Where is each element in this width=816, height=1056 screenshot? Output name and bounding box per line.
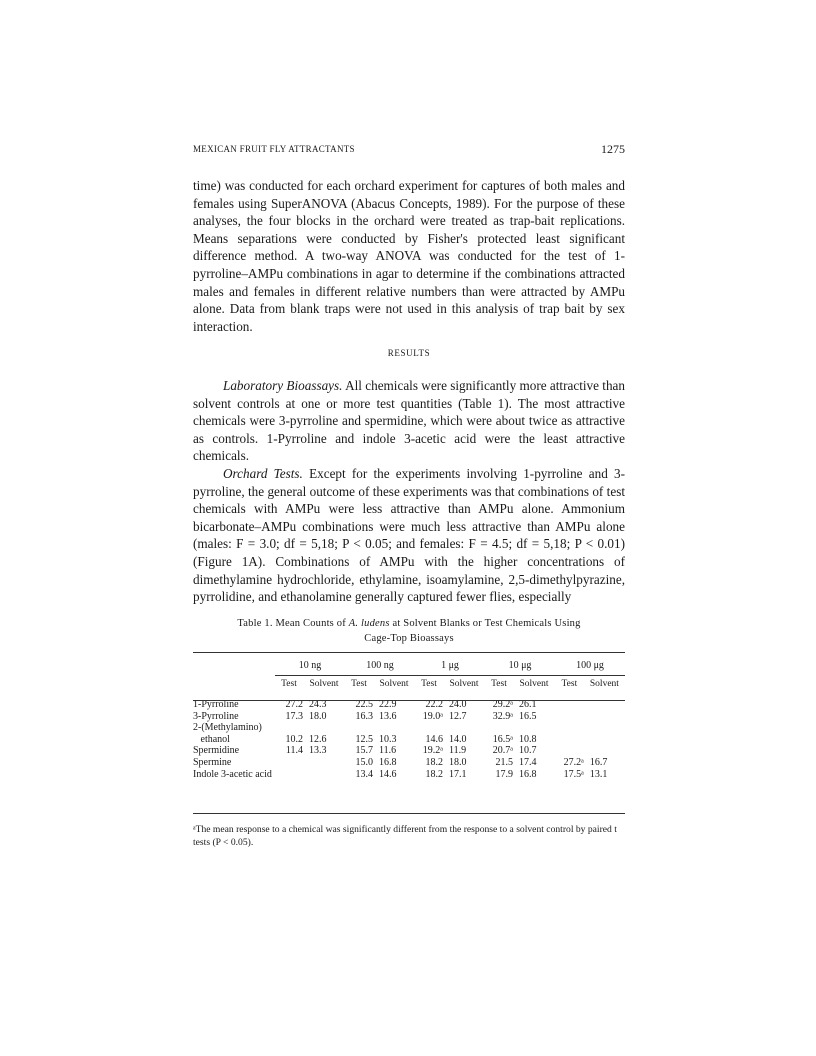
solvent-value: 16.8 <box>519 768 537 780</box>
test-value: 13.4 <box>355 768 373 780</box>
solvent-value: 24.3 <box>309 699 327 710</box>
chemical-name: Indole 3-acetic acid <box>193 768 272 780</box>
table-row <box>193 722 625 734</box>
results-body <box>193 377 625 606</box>
solvent-value: 10.8 <box>519 733 537 745</box>
test-value: 19.2ᵃ <box>422 745 443 757</box>
test-value: 27.2 <box>285 699 303 710</box>
quantity-header <box>275 657 345 676</box>
solvent-column-header: Solvent <box>449 679 479 689</box>
test-column-header: Test <box>351 679 367 689</box>
solvent-value: 13.6 <box>379 710 397 722</box>
chemical-name: Spermidine <box>193 745 240 757</box>
test-value <box>275 769 303 781</box>
quantity-label: 1 μg <box>415 657 485 676</box>
test-value <box>555 734 584 746</box>
test-value <box>555 722 584 734</box>
section-heading: RESULTS <box>387 348 431 358</box>
test-value: 15.0 <box>355 756 373 768</box>
test-value: 32.9ᵃ <box>492 710 513 722</box>
table-footnote <box>193 824 625 849</box>
quantity-header <box>345 657 415 676</box>
data-table <box>193 657 625 780</box>
lab-bioassays-paragraph <box>193 377 625 465</box>
solvent-column-header: Solvent <box>309 679 339 689</box>
test-value: 20.7ᵃ <box>492 745 513 757</box>
test-value <box>555 711 584 723</box>
test-value: 29.2ᵃ <box>492 699 513 710</box>
chemical-name: ethanol <box>193 733 230 745</box>
test-value: 11.4 <box>285 745 303 757</box>
solvent-value <box>513 722 555 734</box>
table-row <box>193 711 625 723</box>
quantity-header <box>555 657 625 676</box>
test-value: 17.5ᵃ <box>563 768 584 780</box>
solvent-value: 14.6 <box>379 768 397 780</box>
solvent-value: 11.9 <box>449 745 467 757</box>
caption-lead: Table 1. Mean Counts of <box>237 618 349 629</box>
blank-header-cell <box>193 657 275 676</box>
blank-subheader-cell <box>193 676 275 693</box>
solvent-value: 18.0 <box>309 710 327 722</box>
solvent-value: 14.0 <box>449 733 467 745</box>
table-caption-line2: Cage-Top Bioassays <box>364 633 454 644</box>
solvent-value <box>584 745 625 757</box>
solvent-value: 24.0 <box>449 699 467 710</box>
solvent-value: 26.1 <box>519 699 537 710</box>
quantity-label: 100 ng <box>345 657 415 676</box>
lab-bioassays-runin: Laboratory Bioassays. <box>223 378 343 393</box>
chemical-name: 1-Pyrroline <box>193 699 239 710</box>
page-number: 1275 <box>601 142 625 156</box>
test-value: 18.2 <box>425 768 443 780</box>
solvent-value <box>584 722 625 734</box>
test-value: 17.9 <box>495 768 513 780</box>
solvent-value: 13.1 <box>589 768 608 780</box>
solvent-column-header: Solvent <box>589 679 619 689</box>
test-value: 19.0ᵃ <box>422 710 443 722</box>
solvent-value <box>303 757 345 769</box>
methods-text: time) was conducted for each orchard experiment for captures of both males and females using SuperANOVA (Abacus Concepts, 1989). For the purpose of these analyses, the four blocks in the orchard were treated as trap-bait replications. Means separations were conducted by Fisher's protected least significant difference method. A two-way ANOVA was conducted for the test of 1-pyrroline–AMPu combinations in agar to determine if the combinations attracted males and females in different relative numbers than were attracted by AMPu alone. Data from blank traps were not used in this analysis of trap bait by sex interaction. <box>193 178 625 334</box>
footnote-text: ᵃThe mean response to a chemical was significantly different from the response to a solvent control by paired t tests (P < 0.05). <box>193 824 617 848</box>
test-value: 10.2 <box>285 733 303 745</box>
caption-rest: at Solvent Blanks or Test Chemicals Using <box>389 618 581 629</box>
solvent-value: 10.3 <box>379 733 397 745</box>
test-value: 18.2 <box>425 756 443 768</box>
solvent-value <box>584 711 625 723</box>
test-value: 21.5 <box>495 756 513 768</box>
solvent-value: 22.9 <box>379 699 397 710</box>
solvent-column-header: Solvent <box>519 679 549 689</box>
solvent-value: 17.4 <box>519 756 537 768</box>
test-value <box>555 745 584 757</box>
chemical-name: 2-(Methylamino) <box>193 722 262 734</box>
solvent-value: 11.6 <box>379 745 397 757</box>
quantity-header-row <box>193 657 625 676</box>
solvent-value: 12.7 <box>449 710 467 722</box>
chemical-name: Spermine <box>193 756 232 768</box>
header-bottom-rule <box>193 700 625 701</box>
solvent-value <box>443 722 485 734</box>
test-column-header: Test <box>561 679 578 689</box>
quantity-label: 100 μg <box>555 657 625 676</box>
test-value: 14.6 <box>425 733 443 745</box>
running-title: MEXICAN FRUIT FLY ATTRACTANTS <box>193 144 355 154</box>
orchard-tests-paragraph <box>193 465 625 606</box>
lab-bioassays-text: All chemicals were significantly more attractive than solvent controls at one or more test quantities (Table 1). The most attractive chemicals were 3-pyrroline and spermidine, which were about twice as attractive as controls. 1-Pyrroline and indole 3-acetic acid were the least attractive chemicals. <box>193 378 626 464</box>
test-value: 15.7 <box>355 745 373 757</box>
quantity-header <box>485 657 555 676</box>
quantity-label: 10 μg <box>485 657 555 676</box>
solvent-value: 16.8 <box>379 756 397 768</box>
solvent-value: 12.6 <box>309 733 327 745</box>
test-value <box>485 722 513 734</box>
test-value: 22.2 <box>425 699 443 710</box>
table-bottom-rule <box>193 813 625 814</box>
methods-paragraph <box>193 177 625 335</box>
test-value: 27.2ᵃ <box>563 756 584 768</box>
orchard-tests-text: Except for the experiments involving 1-pyrroline and 3-pyrroline, the general outcome of these experiments was that combinations of test chemicals with AMPu were less attractive than AMPu alone. Ammonium bicarbonate–AMPu combinations were much less attractive than AMPu alone (males: F = 3.0; df = 5,18; P < 0.05; and females: F = 4.5; df = 5,18; P < 0.01) (Figure 1A). Combinations of AMPu with the higher concentrations of dimethylamine hydrochloride, ethylamine, isoamylamine, 2,5-dimethylpyrazine, pyrrolidine, and ethanolamine generally captured fewer flies, especially <box>193 465 625 605</box>
test-value: 12.5 <box>355 733 373 745</box>
table-row <box>193 769 625 781</box>
solvent-column-header: Solvent <box>379 679 409 689</box>
quantity-header <box>415 657 485 676</box>
test-value <box>345 722 373 734</box>
solvent-value <box>303 769 345 781</box>
solvent-value: 18.0 <box>449 756 467 768</box>
test-value <box>415 722 443 734</box>
solvent-value <box>584 734 625 746</box>
test-column-header: Test <box>491 679 507 689</box>
solvent-value: 10.7 <box>519 745 537 757</box>
test-value <box>275 757 303 769</box>
test-column-header: Test <box>421 679 437 689</box>
test-value <box>275 722 303 734</box>
test-column-header: Test <box>281 679 297 689</box>
solvent-value: 13.3 <box>309 745 327 757</box>
table-caption <box>193 616 625 646</box>
table-row <box>193 734 625 746</box>
caption-species: A. ludens <box>348 618 390 629</box>
chemical-name: 3-Pyrroline <box>193 710 239 722</box>
table-top-rule <box>193 652 625 653</box>
solvent-value <box>303 722 345 734</box>
quantity-label: 10 ng <box>275 657 345 676</box>
solvent-value: 16.7 <box>589 756 608 768</box>
solvent-value <box>373 722 415 734</box>
solvent-value: 17.1 <box>449 768 467 780</box>
test-value: 22.5 <box>355 699 373 710</box>
table-row <box>193 757 625 769</box>
orchard-tests-runin: Orchard Tests. <box>223 465 303 481</box>
solvent-value: 16.5 <box>519 710 537 722</box>
table-caption-line1 <box>193 616 625 631</box>
test-value: 16.5ᵃ <box>492 733 513 745</box>
test-value: 16.3 <box>355 710 373 722</box>
test-value: 17.3 <box>285 710 303 722</box>
subheader-row <box>193 676 625 693</box>
table-row <box>193 745 625 757</box>
